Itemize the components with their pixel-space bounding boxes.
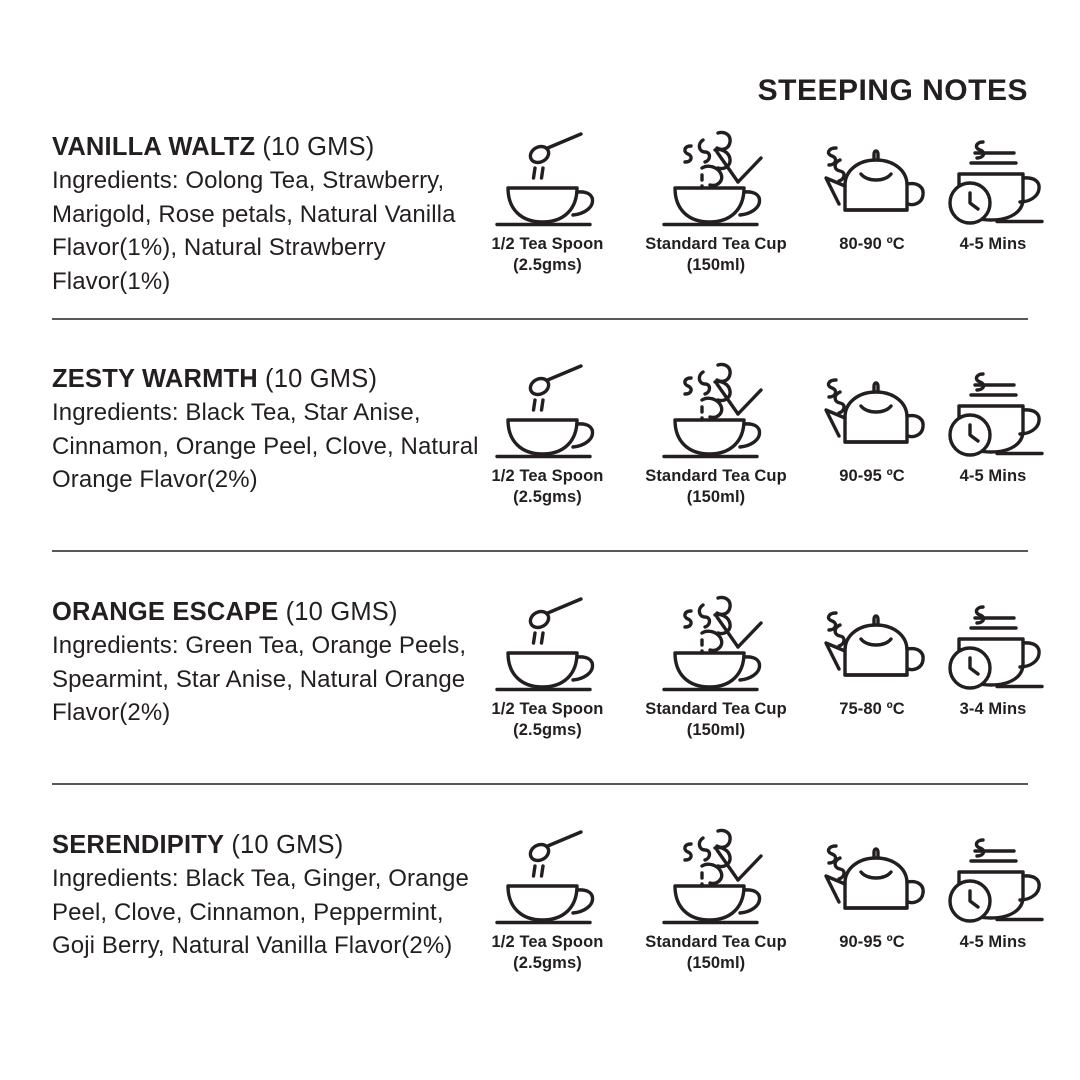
time-column — [928, 828, 1058, 953]
product-name: VANILLA WALTZ — [52, 133, 256, 161]
steaming-teapot-icon — [806, 130, 938, 228]
vessel-line-1: Standard Tea Cup — [645, 467, 787, 485]
vessel-column — [627, 828, 805, 974]
product-name: SERENDIPITY — [52, 831, 225, 859]
vessel-column — [627, 362, 805, 508]
product-text-column — [52, 828, 482, 963]
spoon-over-cup-icon — [470, 595, 625, 693]
temperature-caption: 90-95 ºC — [839, 933, 905, 951]
product-size: (10 GMS) — [262, 133, 375, 161]
dose-line-1: 1/2 Tea Spoon — [491, 467, 604, 485]
time-caption: 3-4 Mins — [959, 700, 1027, 718]
dose-line-2: (2.5gms) — [513, 721, 582, 739]
cup-with-tea-leaf-icon — [627, 362, 805, 460]
temperature-caption: 80-90 ºC — [839, 235, 905, 253]
vessel-caption — [627, 699, 805, 741]
time-column — [928, 130, 1058, 255]
cup-with-clock-icon — [928, 828, 1058, 926]
product-name: ORANGE ESCAPE — [52, 598, 279, 626]
product-size: (10 GMS) — [285, 598, 398, 626]
time-column — [928, 595, 1058, 720]
dose-column — [470, 362, 625, 508]
product-ingredients: Ingredients: Oolong Tea, Strawberry, Marigold, Rose petals, Natural Vanilla Flavor(1%), Natural Strawberry Flavor(1%) — [52, 167, 456, 295]
steeping-icon-group — [466, 595, 1066, 765]
spoon-over-cup-icon — [470, 362, 625, 460]
product-text-column — [52, 595, 482, 730]
product-heading — [52, 828, 482, 862]
cup-with-tea-leaf-icon — [627, 595, 805, 693]
spoon-over-cup-icon — [470, 828, 625, 926]
vessel-line-1: Standard Tea Cup — [645, 235, 787, 253]
temperature-column — [806, 362, 938, 487]
vessel-line-2: (150ml) — [686, 954, 746, 972]
temperature-column — [806, 595, 938, 720]
dose-column — [470, 595, 625, 741]
vessel-column — [627, 595, 805, 741]
temperature-caption: 75-80 ºC — [839, 700, 905, 718]
cup-with-clock-icon — [928, 595, 1058, 693]
cup-with-tea-leaf-icon — [627, 130, 805, 228]
dose-caption — [470, 466, 625, 508]
dose-caption — [470, 932, 625, 974]
section-divider — [52, 783, 1028, 785]
product-text-column — [52, 130, 482, 298]
dose-column — [470, 130, 625, 276]
vessel-line-2: (150ml) — [686, 488, 746, 506]
vessel-line-1: Standard Tea Cup — [645, 933, 787, 951]
temperature-column — [806, 828, 938, 953]
time-column — [928, 362, 1058, 487]
cup-with-tea-leaf-icon — [627, 828, 805, 926]
section-divider — [52, 318, 1028, 320]
spoon-over-cup-icon — [470, 130, 625, 228]
dose-line-1: 1/2 Tea Spoon — [491, 235, 604, 253]
dose-line-2: (2.5gms) — [513, 256, 582, 274]
vessel-caption — [627, 466, 805, 508]
temperature-caption: 90-95 ºC — [839, 467, 905, 485]
vessel-caption — [627, 234, 805, 276]
section-divider — [52, 550, 1028, 552]
product-size: (10 GMS) — [231, 831, 344, 859]
product-ingredients: Ingredients: Black Tea, Star Anise, Cinnamon, Orange Peel, Clove, Natural Orange Flavor(2%) — [52, 399, 479, 493]
product-text-column — [52, 362, 482, 497]
time-caption: 4-5 Mins — [959, 467, 1027, 485]
dose-line-1: 1/2 Tea Spoon — [491, 700, 604, 718]
product-heading — [52, 130, 482, 164]
steeping-icon-group — [466, 828, 1066, 998]
product-size: (10 GMS) — [265, 365, 378, 393]
dose-caption — [470, 699, 625, 741]
dose-column — [470, 828, 625, 974]
dose-line-2: (2.5gms) — [513, 488, 582, 506]
time-caption: 4-5 Mins — [959, 933, 1027, 951]
vessel-column — [627, 130, 805, 276]
page-title: STEEPING NOTES — [757, 74, 1028, 107]
steeping-icon-group — [466, 130, 1066, 300]
steaming-teapot-icon — [806, 362, 938, 460]
vessel-line-1: Standard Tea Cup — [645, 700, 787, 718]
product-ingredients: Ingredients: Green Tea, Orange Peels, Spearmint, Star Anise, Natural Orange Flavor(2%) — [52, 632, 467, 726]
cup-with-clock-icon — [928, 362, 1058, 460]
cup-with-clock-icon — [928, 130, 1058, 228]
vessel-line-2: (150ml) — [686, 256, 746, 274]
product-heading — [52, 362, 482, 396]
steaming-teapot-icon — [806, 595, 938, 693]
dose-line-1: 1/2 Tea Spoon — [491, 933, 604, 951]
temperature-column — [806, 130, 938, 255]
vessel-line-2: (150ml) — [686, 721, 746, 739]
product-name: ZESTY WARMTH — [52, 365, 258, 393]
dose-line-2: (2.5gms) — [513, 954, 582, 972]
time-caption: 4-5 Mins — [959, 235, 1027, 253]
dose-caption — [470, 234, 625, 276]
product-heading — [52, 595, 482, 629]
steaming-teapot-icon — [806, 828, 938, 926]
vessel-caption — [627, 932, 805, 974]
product-ingredients: Ingredients: Black Tea, Ginger, Orange Peel, Clove, Cinnamon, Peppermint, Goji Berry, Natural Vanilla Flavor(2%) — [52, 865, 469, 959]
steeping-icon-group — [466, 362, 1066, 532]
